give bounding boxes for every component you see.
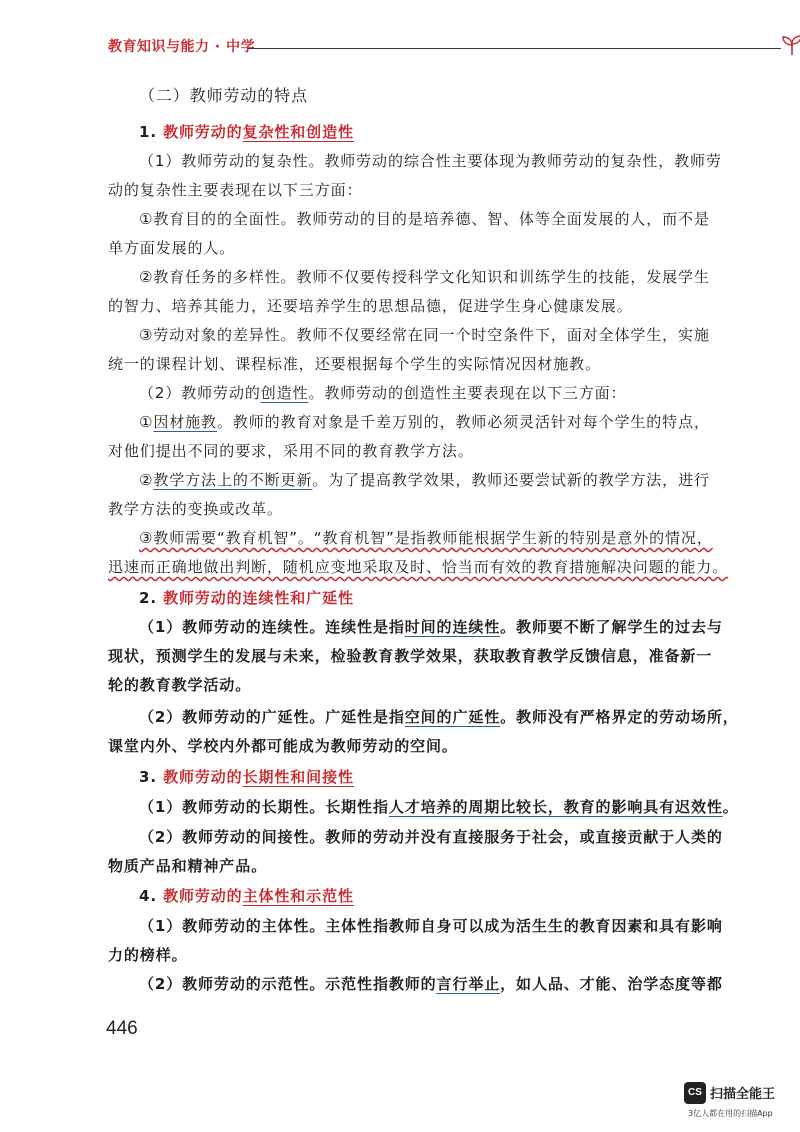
text-run: （2）教师劳动的 <box>139 384 261 402</box>
running-header <box>108 34 698 60</box>
paragraph-line <box>139 617 723 637</box>
underlined-term: 言行举止 <box>436 975 501 993</box>
section-title: （二）教师劳动的特点 <box>139 86 309 105</box>
underlined-term: 空间的广延性 <box>404 708 501 726</box>
paragraph-line: 轮的教育教学活动。 <box>108 676 252 694</box>
paragraph-line: （2）教师劳动的间接性。教师的劳动并没有直接服务于社会，或直接贡献于人类的 <box>139 828 723 846</box>
paragraph-line: 现状，预测学生的发展与未来，检验教育教学效果，获取教育教学反馈信息，准备新一 <box>108 647 713 665</box>
heading-4-prefix: 教师劳动的 <box>163 887 243 905</box>
paragraph-line <box>139 707 739 727</box>
heading-4 <box>139 886 354 906</box>
underlined-term: 因材施教 <box>153 413 217 431</box>
paragraph-line: 统一的课程计划、课程标准，还要根据每个学生的实际情况因材施教。 <box>108 355 601 373</box>
heading-4-number: 4. <box>139 887 164 905</box>
paragraph-line <box>139 470 710 490</box>
heading-3-number: 3. <box>139 768 164 786</box>
text-run: 。 <box>722 798 739 816</box>
header-rule <box>248 48 781 49</box>
heading-3 <box>139 767 354 787</box>
paragraph-line: 物质产品和精神产品。 <box>108 857 268 875</box>
paragraph-line: 单方面发展的人。 <box>108 239 236 257</box>
text-run: 。为了提高教学效果，教师还要尝试新的教学方法，进行 <box>312 471 710 489</box>
page-number: 446 <box>106 1018 138 1039</box>
paragraph-line: 力的榜样。 <box>108 946 188 964</box>
watermark-tagline: 3亿人都在用的扫描App <box>688 1109 773 1118</box>
watermark-app-name: 扫描全能王 <box>710 1087 776 1102</box>
heading-1-key: 复杂性和创造性 <box>242 123 354 141</box>
scanner-watermark <box>684 1080 794 1126</box>
text-run: 。教师没有严格界定的劳动场所， <box>500 708 739 726</box>
text-run: （2）教师劳动的示范性。示范性指教师的 <box>139 975 437 993</box>
heading-1 <box>139 122 354 142</box>
heading-3-prefix: 教师劳动的 <box>163 768 243 786</box>
heading-2-number: 2. <box>139 589 164 607</box>
paragraph-line: 课堂内外、学校内外都可能成为教师劳动的空间。 <box>108 737 458 755</box>
paragraph-line <box>139 383 626 403</box>
sprout-icon <box>780 34 800 56</box>
text-run: ，如人品、才能、治学态度等都 <box>500 975 723 993</box>
text-run: （1）教师劳动的连续性。连续性是指 <box>139 618 405 636</box>
heading-2-text: 教师劳动的连续性和广延性 <box>163 589 354 607</box>
paragraph-line: 教学方法的变换或改革。 <box>108 500 283 518</box>
paragraph-line <box>139 974 723 994</box>
highlighted-line: 迅速而正确地做出判断，随机应变地采取及时、恰当而有效的教育措施解决问题的能力。 <box>108 558 729 576</box>
paragraph-line: 的智力、培养其能力，还要培养学生的思想品德，促进学生身心健康发展。 <box>108 297 633 315</box>
paragraph-line: 动的复杂性主要表现在以下三方面： <box>108 181 363 199</box>
underlined-term: 时间的连续性 <box>404 618 501 636</box>
heading-4-key: 主体性和示范性 <box>242 887 354 905</box>
text-run: 。教师要不断了解学生的过去与 <box>500 618 723 636</box>
text-run: 。教师劳动的创造性主要表现在以下三方面： <box>308 384 627 402</box>
paragraph-line: ②教育任务的多样性。教师不仅要传授科学文化知识和训练学生的技能，发展学生 <box>139 268 710 286</box>
text-run: （1）教师劳动的长期性。长期性指 <box>139 798 389 816</box>
text-run: （2）教师劳动的广延性。广延性是指 <box>139 708 405 726</box>
heading-3-key: 长期性和间接性 <box>242 768 354 786</box>
paragraph-line <box>139 797 739 817</box>
underlined-term: 教学方法上的不断更新 <box>153 471 313 489</box>
heading-1-prefix: 教师劳动的 <box>163 123 243 141</box>
underlined-term: 人才培养的周期比较长，教育的影响具有迟效性 <box>388 798 723 816</box>
highlighted-line: ③教师需要“教育机智”。“教育机智”是指教师能根据学生新的特别是意外的情况， <box>139 529 713 547</box>
text-run: 。教师的教育对象是千差万别的，教师必须灵活针对每个学生的特点， <box>216 413 710 431</box>
paragraph-line: （1）教师劳动的主体性。主体性指教师自身可以成为活生生的教育因素和具有影响 <box>139 917 723 935</box>
paragraph-line: 对他们提出不同的要求，采用不同的教育教学方法。 <box>108 442 474 460</box>
camscanner-logo-icon: CS <box>684 1082 706 1104</box>
paragraph-line: ③劳动对象的差异性。教师不仅要经常在同一个时空条件下，面对全体学生，实施 <box>139 326 710 344</box>
text-run: ① <box>139 413 154 431</box>
paragraph-line: ①教育目的的全面性。教师劳动的目的是培养德、智、体等全面发展的人，而不是 <box>139 210 710 228</box>
paragraph-line <box>139 412 710 432</box>
paragraph-line: （1）教师劳动的复杂性。教师劳动的综合性主要体现为教师劳动的复杂性，教师劳 <box>139 152 722 170</box>
header-title: 教育知识与能力 · 中学 <box>108 39 256 55</box>
underlined-term: 创造性 <box>260 384 309 402</box>
heading-1-number: 1. <box>139 123 164 141</box>
heading-2 <box>139 588 354 608</box>
text-run: ② <box>139 471 154 489</box>
